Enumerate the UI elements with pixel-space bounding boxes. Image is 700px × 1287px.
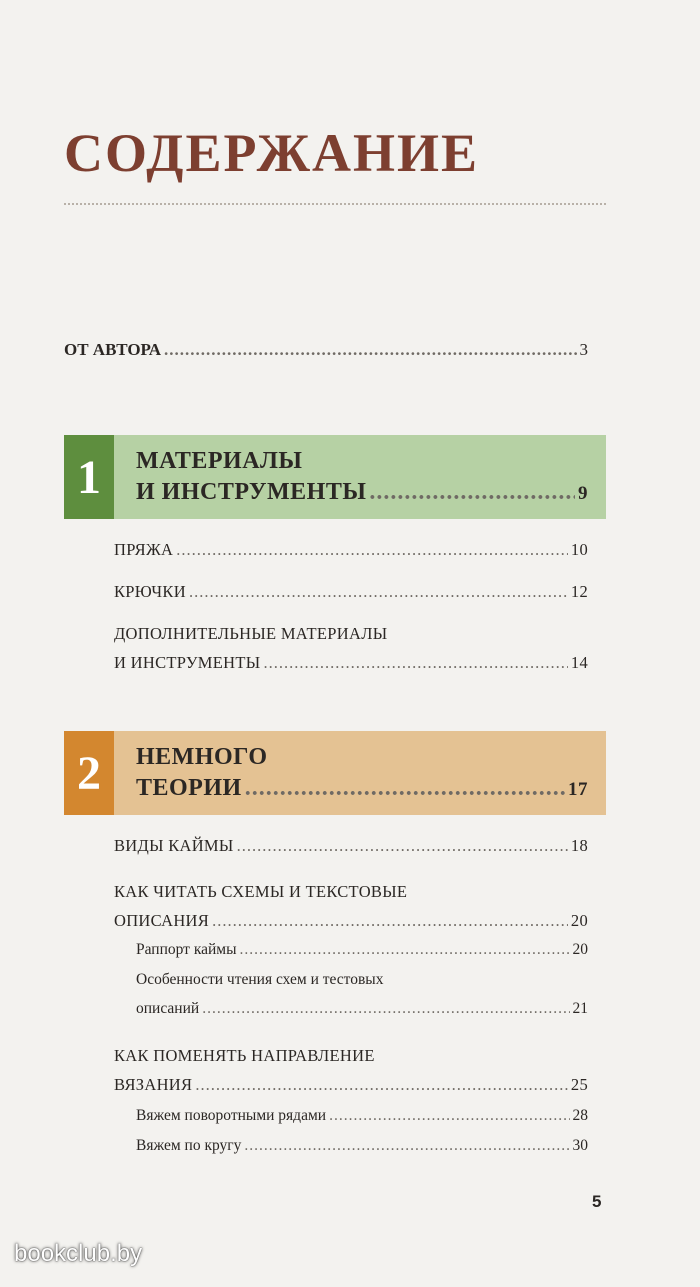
chapter-1-heading[interactable]: [64, 435, 606, 519]
toc-entry[interactable]: [114, 836, 588, 856]
entry-label-line1: КАК ПОМЕНЯТЬ НАПРАВЛЕНИЕ: [114, 1046, 375, 1065]
entry-label: КРЮЧКИ: [114, 582, 186, 601]
entry-page: 12: [570, 582, 588, 601]
entry-label: ОТ АВТОРА: [64, 340, 162, 359]
title-divider: [64, 203, 606, 205]
subentry-page: 21: [572, 1000, 588, 1017]
leader-dots: [245, 775, 565, 802]
entry-label: ВИДЫ КАЙМЫ: [114, 836, 234, 855]
subentry-page: 20: [572, 941, 588, 958]
entry-label: ПРЯЖА: [114, 540, 174, 559]
leader-dots: [164, 340, 576, 360]
leader-dots: [369, 479, 575, 506]
entry-page: 14: [570, 653, 588, 672]
chapter-title-line1: МАТЕРИАЛЫ: [136, 448, 303, 474]
toc-subentry[interactable]: [136, 1137, 588, 1155]
entry-page: 10: [570, 540, 588, 559]
entry-label-line1: ДОПОЛНИТЕЛЬНЫЕ МАТЕРИАЛЫ: [114, 624, 388, 643]
entry-page: 3: [579, 340, 588, 359]
leader-dots: [189, 582, 568, 602]
chapter-title-text: И ИНСТРУМЕНТЫ: [136, 479, 367, 505]
toc-entry[interactable]: [114, 540, 588, 560]
toc-entry[interactable]: [114, 911, 588, 931]
chapter-2-heading[interactable]: [64, 731, 606, 815]
subentry-label-line1: Особенности чтения схем и тестовых: [136, 971, 384, 988]
leader-dots: [212, 911, 568, 931]
toc-subentry[interactable]: [136, 1107, 588, 1125]
chapter-page: 17: [568, 779, 588, 800]
toc-entry[interactable]: [114, 653, 588, 673]
chapter-number-badge: 1: [64, 435, 114, 519]
toc-subentry[interactable]: [136, 941, 588, 959]
leader-dots: [240, 941, 570, 959]
leader-dots: [237, 836, 568, 856]
subentry-label: Раппорт каймы: [136, 941, 237, 958]
chapter-title-line1: НЕМНОГО: [136, 744, 268, 770]
entry-label-line1: КАК ЧИТАТЬ СХЕМЫ И ТЕКСТОВЫЕ: [114, 882, 408, 901]
subentry-page: 30: [572, 1137, 588, 1154]
leader-dots: [244, 1137, 569, 1155]
chapter-page: 9: [578, 483, 588, 504]
entry-label: И ИНСТРУМЕНТЫ: [114, 653, 261, 672]
toc-entry[interactable]: [114, 582, 588, 602]
leader-dots: [176, 540, 568, 560]
watermark-text: bookclub.by: [14, 1240, 143, 1267]
toc-subentry[interactable]: [136, 1000, 588, 1018]
chapter-title-text: ТЕОРИИ: [136, 775, 242, 801]
chapter-number-badge: 2: [64, 731, 114, 815]
entry-page: 25: [570, 1075, 588, 1094]
chapter-title-line2: [136, 775, 588, 802]
entry-page: 20: [570, 911, 588, 930]
entry-label: ВЯЗАНИЯ: [114, 1075, 193, 1094]
subentry-page: 28: [572, 1107, 588, 1124]
chapter-title-line2: [136, 479, 588, 506]
toc-title: СОДЕРЖАНИЕ: [64, 123, 479, 183]
leader-dots: [329, 1107, 569, 1125]
subentry-label: Вяжем по кругу: [136, 1137, 242, 1154]
subentry-label: описаний: [136, 1000, 200, 1017]
toc-entry[interactable]: [114, 1075, 588, 1095]
toc-entry-author[interactable]: [64, 340, 588, 360]
page-number: 5: [592, 1192, 602, 1211]
entry-label: ОПИСАНИЯ: [114, 911, 210, 930]
entry-page: 18: [570, 836, 588, 855]
leader-dots: [263, 653, 567, 673]
leader-dots: [202, 1000, 569, 1018]
subentry-label: Вяжем поворотными рядами: [136, 1107, 327, 1124]
leader-dots: [195, 1075, 568, 1095]
